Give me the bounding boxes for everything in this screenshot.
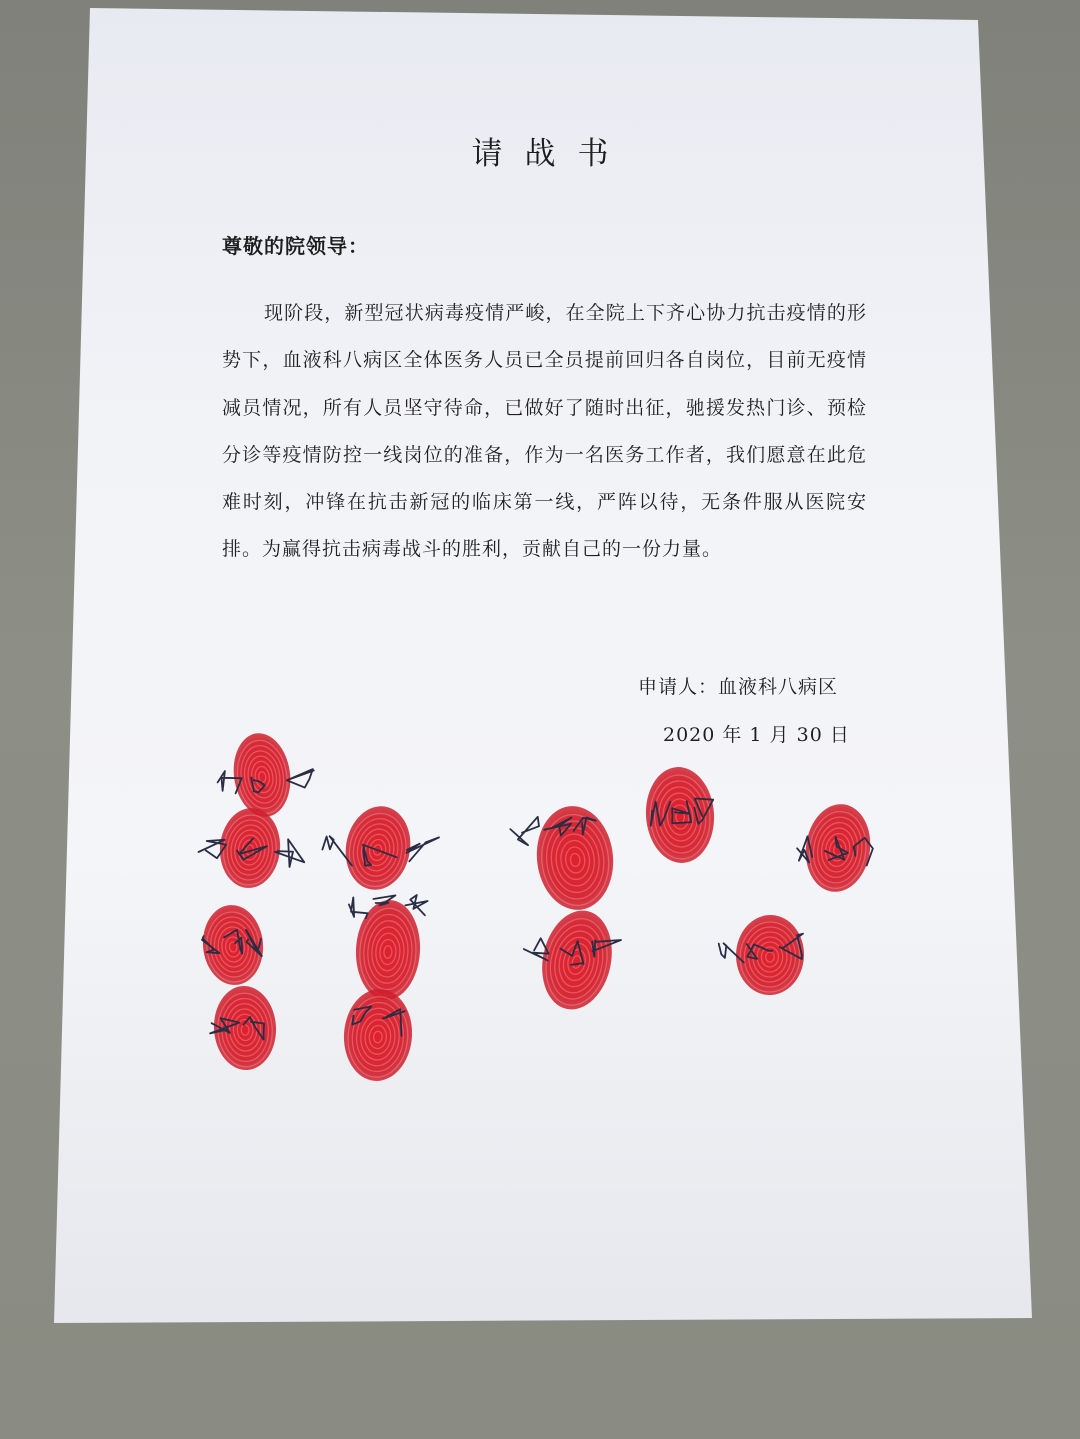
body-paragraph: 现阶段，新型冠状病毒疫情严峻，在全院上下齐心协力抗击疫情的形势下，血液科八病区全体医务人员已全员提前回归各自岗位，目前无疫情减员情况，所有人员坚守待命，已做好了随时出征，驰援发热门诊、预检分诊等疫情防控一线岗位的准备，作为一名医务工作者，我们愿意在此危难时刻，冲锋在抗击新冠的临床第一线，严阵以待，无条件服从医院安排。为赢得抗击病毒战斗的胜利，贡献自己的一份力量。 [222,302,867,561]
date-line: 2020 年 1 月 30 日 [663,724,850,746]
document-title: 请战书 [471,136,631,172]
applicant-line: 申请人：血液科八病区 [638,676,839,698]
salutation: 尊敬的院领导： [222,234,369,258]
